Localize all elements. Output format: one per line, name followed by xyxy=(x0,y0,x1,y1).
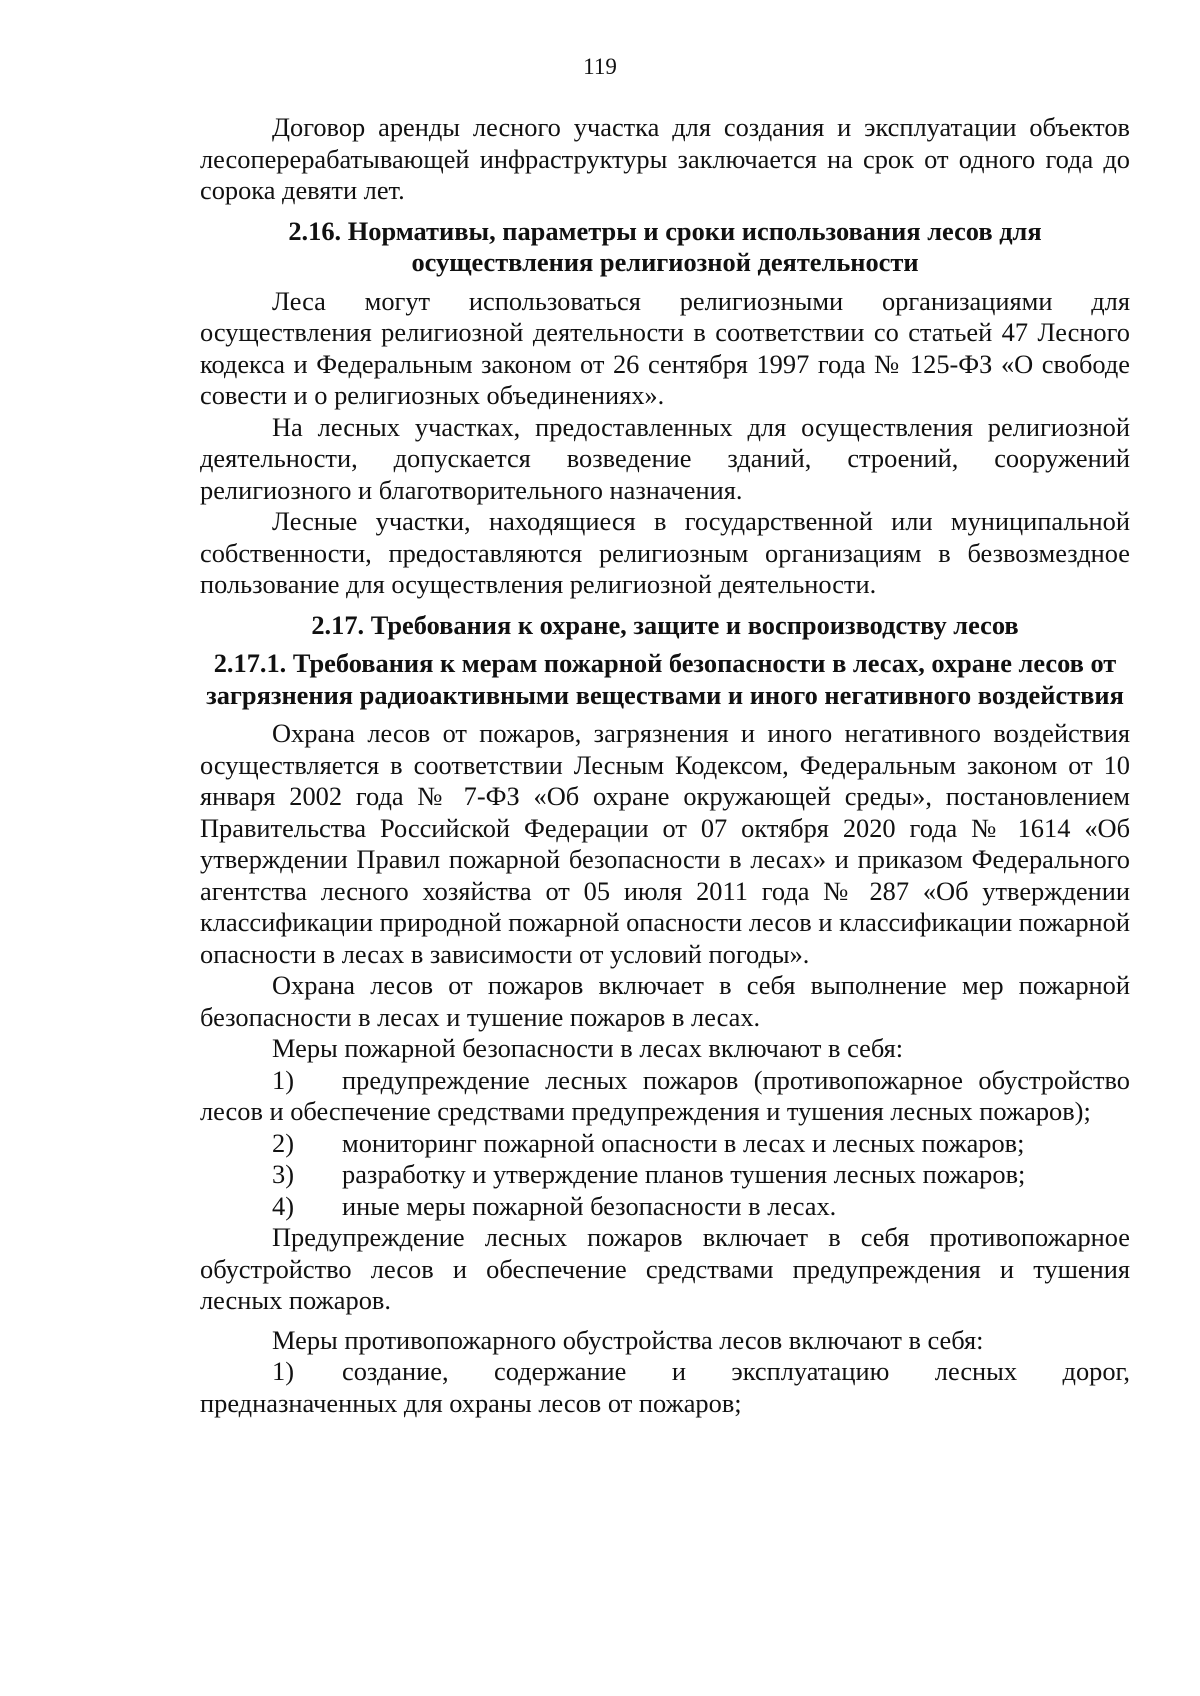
paragraph-arrangement-intro: Меры противопожарного обустройства лесов включают в себя: xyxy=(272,1324,984,1355)
paragraph-fire-prevention: Предупреждение лесных пожаров включает в себя противопожарное обустройство лесов и обеспечение средствами предупреждения и тушения лесных пожаров. xyxy=(200,1222,1130,1315)
list-item-arrangement-1 xyxy=(200,1356,1130,1419)
list-text: создание, содержание и эксплуатацию лесных дорог, предназначенных для охраны лесов от пожаров; xyxy=(200,1356,1130,1418)
paragraph-fire-measures-intro: Меры пожарной безопасности в лесах включают в себя: xyxy=(272,1033,904,1063)
list-item-measure-3 xyxy=(200,1159,1130,1191)
list-text: разработку и утверждение планов тушения лесных пожаров; xyxy=(342,1159,1026,1189)
heading-2-17: 2.17. Требования к охране, защите и воспроизводству лесов xyxy=(311,609,1019,640)
paragraph-lease-term: Договор аренды лесного участка для создания и эксплуатации объектов лесоперерабатывающей инфраструктуры заключается на срок от одного года до сорока девяти лет. xyxy=(200,112,1130,205)
list-item-measure-4 xyxy=(200,1191,1130,1223)
paragraph-religious-buildings: На лесных участках, предоставленных для осуществления религиозной деятельности, допускается возведение зданий, строений, сооружений религиозного и благотворительного назначения. xyxy=(200,411,1130,505)
list-item-measure-1 xyxy=(200,1065,1130,1128)
list-number: 1) xyxy=(272,1356,294,1386)
list-text: мониторинг пожарной опасности в лесах и лесных пожаров; xyxy=(342,1127,1025,1158)
heading-2-16: 2.16. Нормативы, параметры и сроки использования лесов для осуществления религиозной деятельности xyxy=(288,215,1042,277)
list-text: предупреждение лесных пожаров (противопожарное обустройство лесов и обеспечение средствами предупреждения и тушения лесных пожаров); xyxy=(200,1064,1130,1126)
paragraph-fire-protection: Охрана лесов от пожаров включает в себя выполнение мер пожарной безопасности в лесах и тушение пожаров в лесах. xyxy=(200,970,1130,1032)
page-number: 119 xyxy=(583,54,617,79)
document-body xyxy=(200,112,1130,1419)
paragraph-religious-free-use: Лесные участки, находящиеся в государственной или муниципальной собственности, предоставляются религиозным организациям в безвозмездное пользование для осуществления религиозной деятельности. xyxy=(200,506,1130,599)
list-text: иные меры пожарной безопасности в лесах. xyxy=(342,1190,837,1221)
list-number: 3) xyxy=(272,1159,294,1189)
paragraph-religious-use: Леса могут использоваться религиозными организациями для осуществления религиозной деятельности в соответствии со статьей 47 Лесного кодекса и Федеральным законом от 26 сентября 1997 года № 125-ФЗ «О свободе совести и о религиозных объединениях». xyxy=(200,285,1130,410)
list-number: 4) xyxy=(272,1190,294,1221)
list-item-measure-2 xyxy=(200,1128,1130,1160)
heading-2-17-1: 2.17.1. Требования к мерам пожарной безопасности в лесах, охране лесов от загрязнения радиоактивными веществами и иного негативного воздействия xyxy=(206,648,1124,710)
list-number: 1) xyxy=(272,1064,294,1095)
list-number: 2) xyxy=(272,1127,294,1158)
paragraph-forest-protection-basis: Охрана лесов от пожаров, загрязнения и иного негативного воздействия осуществляется в соответствии Лесным Кодексом, Федеральным законом от 10 января 2002 года № 7-ФЗ «Об охране окружающей среды», постановлением Правительства Российской Федерации от 07 октября 2020 года № 1614 «Об утверждении Правил пожарной безопасности в лесах» и приказом Федерального агентства лесного хозяйства от 05 июля 2011 года № 287 «Об утверждении классификации природной пожарной опасности лесов и классификации пожарной опасности в лесах в зависимости от условий погоды». xyxy=(200,718,1130,969)
